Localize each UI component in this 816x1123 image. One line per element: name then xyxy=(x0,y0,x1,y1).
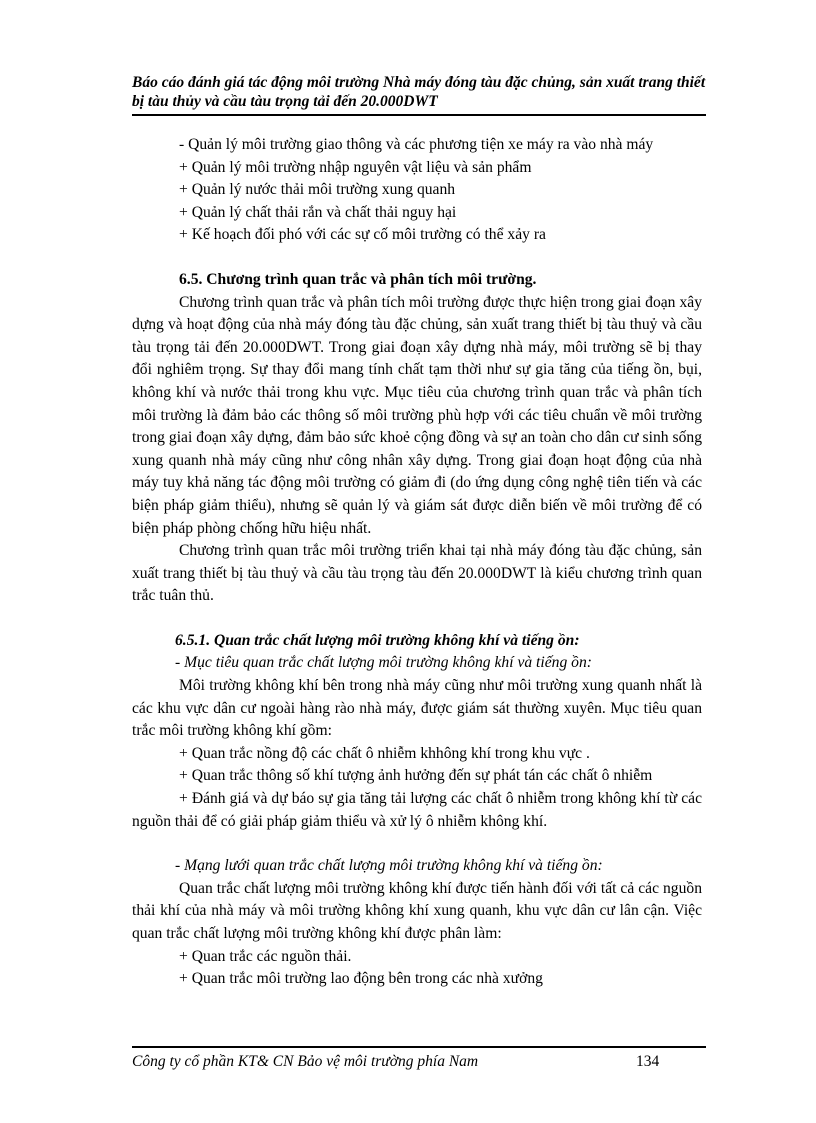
network-paragraph: Quan trắc chất lượng môi trường không khí được tiến hành đối với tất cả các nguồn thải khí của nhà máy và môi trường không khí xung quanh, khu vực dân cư lân cận. Việc quan trắc chất lượng môi trường không khí được phân làm: xyxy=(132,879,702,942)
objective-paragraph: Môi trường không khí bên trong nhà máy cũng như môi trường xung quanh nhất là các khu vực dân cư ngoài hàng rào nhà máy, được giám sát thường xuyên. Mục tiêu quan trắc môi trường không khí gồm: xyxy=(132,677,702,740)
section-6-5-paragraph-1: Chương trình quan trắc và phân tích môi trường được thực hiện trong giai đoạn xây dựng và hoạt động của nhà máy đóng tàu đặc chủng, sản xuất trang thiết bị tàu thuỷ và cầu tàu trọng tải đến 20.000DWT. Trong giai đoạn xây dựng nhà máy, môi trường sẽ bị thay đổi nghiêm trọng. Sự thay đổi mang tính chất tạm thời như sự gia tăng của tiếng ồn, bụi, không khí và nước thải trong khu vực. Mục tiêu của chương trình quan trắc và phân tích môi trường là đảm bảo các thông số môi trường phù hợp với các tiêu chuẩn về môi trường trong giai đoạn xây dựng, đảm bảo sức khoẻ cộng đồng và sự an toàn cho dân cư sinh sống xung quanh nhà máy cũng như công nhân xây dựng. Trong giai đoạn hoạt động của nhà máy tuy khả năng tác động môi trường có giảm đi (do ứng dụng công nghệ tiên tiến và các biện pháp giảm thiểu), nhưng sẽ quản lý và giám sát được diễn biến về môi trường để có biện pháp phòng chống hữu hiệu nhất. xyxy=(132,293,702,537)
list-item: + Quản lý chất thải rắn và chất thải nguy hại xyxy=(179,203,457,221)
page-number: 134 xyxy=(636,1053,660,1070)
running-header: Báo cáo đánh giá tác động môi trường Nhà máy đóng tàu đặc chủng, sản xuất trang thiết bị tàu thủy và cầu tàu trọng tải đến 20.000DWT xyxy=(132,74,706,110)
network-heading: - Mạng lưới quan trắc chất lượng môi trường không khí và tiếng ồn: xyxy=(175,857,603,875)
list-item: + Kế hoạch đối phó với các sự cố môi trường có thể xảy ra xyxy=(179,226,546,244)
header-divider xyxy=(132,114,706,116)
section-6-5-paragraph-2: Chương trình quan trắc môi trường triển khai tại nhà máy đóng tàu đặc chủng, sản xuất trang thiết bị tàu thuỷ và cầu tàu trọng tàu đến 20.000DWT là kiểu chương trình quan trắc tuân thủ. xyxy=(132,542,702,605)
section-heading-6-5-1: 6.5.1. Quan trắc chất lượng môi trường không khí và tiếng ồn: xyxy=(175,631,580,649)
footer-company: Công ty cổ phần KT& CN Bảo vệ môi trường phía Nam xyxy=(132,1053,479,1070)
footer-divider xyxy=(132,1046,706,1048)
section-heading-6-5: 6.5. Chương trình quan trắc và phân tích môi trường. xyxy=(179,270,537,288)
network-item: + Quan trắc các nguồn thải. xyxy=(179,947,352,965)
objective-item: + Quan trắc thông số khí tượng ảnh hưởng đến sự phát tán các chất ô nhiễm xyxy=(179,767,653,785)
page-body xyxy=(132,134,702,991)
list-intro: - Quản lý môi trường giao thông và các phương tiện xe máy ra vào nhà máy xyxy=(179,136,654,153)
objective-item: + Quan trắc nồng độ các chất ô nhiễm khhông khí trong khu vực . xyxy=(179,744,590,762)
spacer xyxy=(132,833,702,855)
objective-item: + Đánh giá và dự báo sự gia tăng tải lượng các chất ô nhiễm trong không khí từ các nguồn thải để có giải pháp giảm thiểu và xử lý ô nhiễm không khí. xyxy=(132,790,702,830)
spacer xyxy=(132,608,702,630)
spacer xyxy=(132,247,702,269)
list-item: + Quản lý môi trường nhập nguyên vật liệu và sản phẩm xyxy=(179,158,532,176)
network-item: + Quan trắc môi trường lao động bên trong các nhà xưởng xyxy=(179,970,543,988)
objective-heading: - Mục tiêu quan trắc chất lượng môi trường không khí và tiếng ồn: xyxy=(175,654,592,672)
list-item: + Quản lý nước thải môi trường xung quanh xyxy=(179,181,456,199)
